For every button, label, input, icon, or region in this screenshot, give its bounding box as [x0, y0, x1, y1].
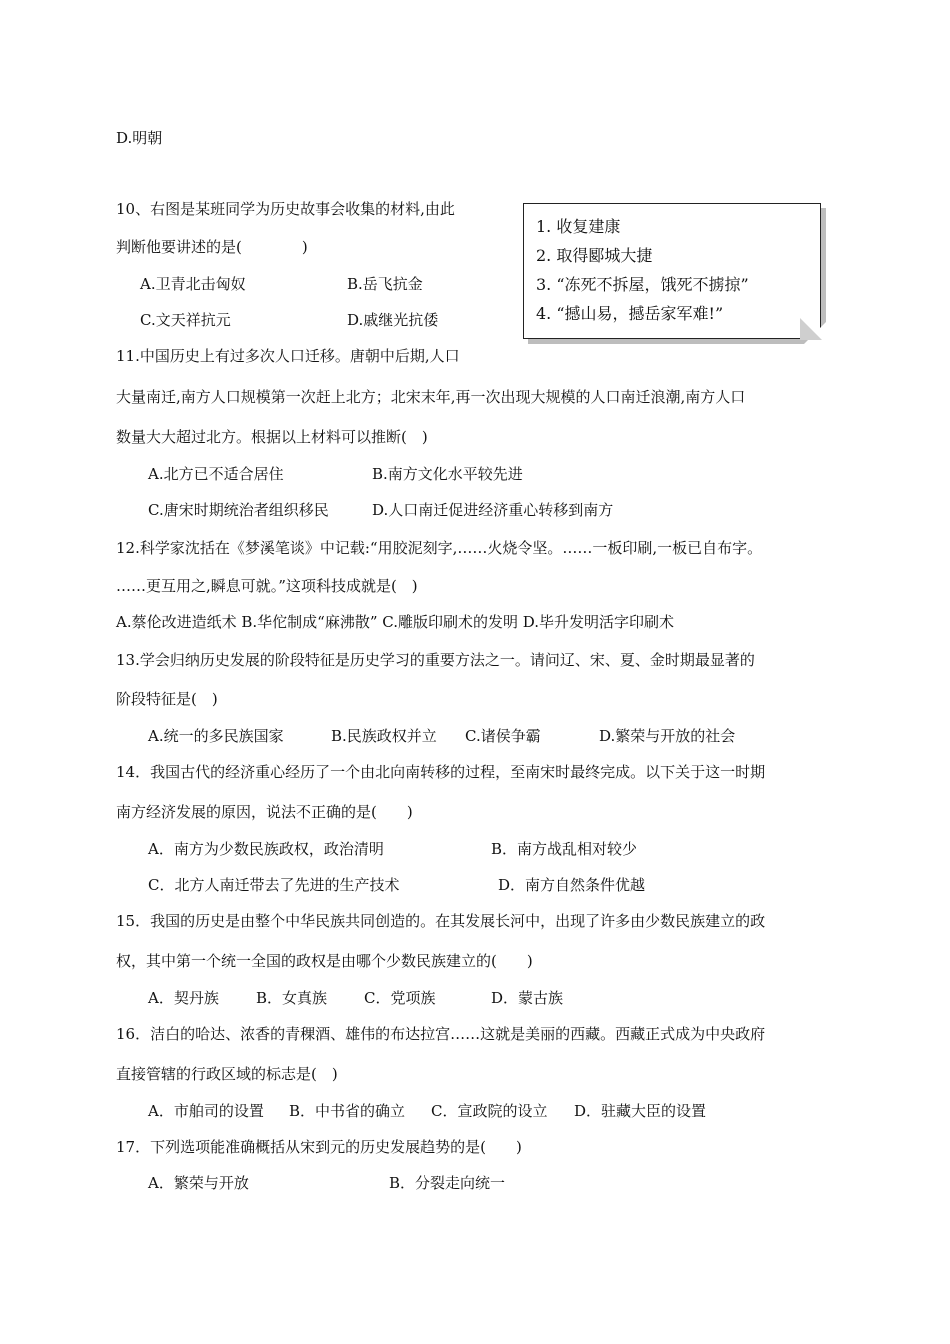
q11-option-d: D.人口南迁促进经济重心转移到南方 [372, 501, 614, 519]
q14-option-b: B．南方战乱相对较少 [491, 840, 638, 858]
q11-stem-line1: 11.中国历史上有过多次人口迁移。唐朝中后期,人口 [116, 347, 460, 365]
q13-stem-line1: 13.学会归纳历史发展的阶段特征是历史学习的重要方法之一。请问辽、宋、夏、金时期最显著的 [116, 651, 755, 669]
q17-stem-line1: 17．下列选项能准确概括从宋到元的历史发展趋势的是( ) [116, 1138, 522, 1156]
q16-stem-line1: 16．洁白的哈达、浓香的青稞酒、雄伟的布达拉宫……这就是美丽的西藏。西藏正式成为中央政府 [116, 1025, 766, 1043]
q16-option-a: A．市舶司的设置 [148, 1102, 264, 1120]
q14-option-c: C．北方人南迁带去了先进的生产技术 [148, 876, 400, 894]
q10-option-b: B.岳飞抗金 [347, 275, 423, 293]
material-item-2: 2. 取得郾城大捷 [536, 246, 653, 265]
q10-option-a: A.卫青北击匈奴 [140, 275, 246, 293]
q13-option-b: B.民族政权并立 [331, 727, 437, 745]
q15-stem-line2: 权，其中第一个统一全国的政权是由哪个少数民族建立的( ) [116, 952, 533, 970]
q14-option-d: D．南方自然条件优越 [498, 876, 646, 894]
q11-stem-line3: 数量大大超过北方。根据以上材料可以推断( ) [116, 428, 428, 446]
q13-stem-line2: 阶段特征是( ) [116, 690, 218, 708]
q15-option-a: A．契丹族 [148, 989, 219, 1007]
q15-option-b: B．女真族 [256, 989, 328, 1007]
q15-option-c: C．党项族 [364, 989, 436, 1007]
q11-option-a: A.北方已不适合居住 [148, 465, 284, 483]
q17-option-a: A．繁荣与开放 [148, 1174, 249, 1192]
q12-stem-line1: 12.科学家沈括在《梦溪笔谈》中记载:“用胶泥刻字,……火烧令坚。……一板印刷,一板已自布字。 [116, 539, 763, 557]
q10-stem-line2: 判断他要讲述的是( ) [116, 238, 308, 256]
q10-stem-line1: 10、右图是某班同学为历史故事会收集的材料,由此 [116, 200, 455, 218]
q10-material-box [523, 203, 821, 339]
q10-option-d: D.戚继光抗倭 [347, 311, 439, 329]
q13-option-c: C.诸侯争霸 [465, 727, 541, 745]
q13-option-d: D.繁荣与开放的社会 [599, 727, 736, 745]
previous-question-option-d: D.明朝 [116, 129, 163, 147]
material-item-3: 3. “冻死不拆屋，饿死不掳掠” [536, 275, 749, 294]
q15-stem-line1: 15．我国的历史是由整个中华民族共同创造的。在其发展长河中，出现了许多由少数民族建立的政 [116, 912, 766, 930]
q14-stem-line2: 南方经济发展的原因，说法不正确的是( ) [116, 803, 413, 821]
q16-option-c: C．宣政院的设立 [431, 1102, 548, 1120]
q12-stem-line2: ……更互用之,瞬息可就。”这项科技成就是( ) [116, 577, 418, 595]
q14-option-a: A．南方为少数民族政权，政治清明 [148, 840, 384, 858]
q13-option-a: A.统一的多民族国家 [148, 727, 284, 745]
q16-option-d: D．驻藏大臣的设置 [574, 1102, 707, 1120]
page-curl-icon [800, 318, 822, 340]
q16-stem-line2: 直接管辖的行政区域的标志是( ) [116, 1065, 338, 1083]
q10-option-c: C.文天祥抗元 [140, 311, 231, 329]
q11-stem-line2: 大量南迁,南方人口规模第一次赶上北方；北宋末年,再一次出现大规模的人口南迁浪潮,南方人口 [116, 388, 746, 406]
q11-option-c: C.唐宋时期统治者组织移民 [148, 501, 329, 519]
material-item-1: 1. 收复建康 [536, 217, 621, 236]
q15-option-d: D．蒙古族 [491, 989, 564, 1007]
q16-option-b: B．中书省的确立 [289, 1102, 406, 1120]
q12-options: A.蔡伦改进造纸术 B.华佗制成“麻沸散” C.雕版印刷术的发明 D.毕升发明活字印刷术 [116, 613, 675, 631]
q11-option-b: B.南方文化水平较先进 [372, 465, 523, 483]
material-item-4: 4. “撼山易，撼岳家军难!” [536, 304, 724, 323]
q14-stem-line1: 14．我国古代的经济重心经历了一个由北向南转移的过程，至南宋时最终完成。以下关于这一时期 [116, 763, 766, 781]
q17-option-b: B．分裂走向统一 [389, 1174, 506, 1192]
